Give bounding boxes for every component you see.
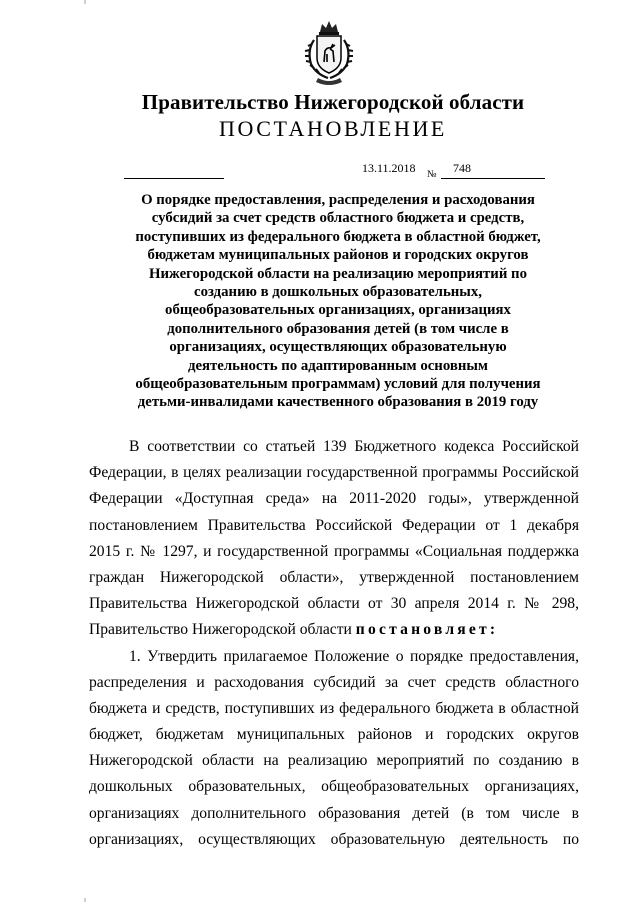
subject-line: бюджетам муниципальных районов и городских округов: [147, 247, 529, 264]
body-line: Нижегородской области на реализацию мероприятий по созданию в: [89, 752, 579, 770]
subject-line: деятельность по адаптированным основным: [187, 357, 489, 374]
body-line: организациях дополнительного образования детей (в том числе в: [89, 804, 579, 822]
subject-line: организациях, осуществляющих образовательную: [169, 339, 507, 356]
body-line: Федерации «Доступная среда» на 2011-2020 годы», утвержденной: [89, 490, 579, 508]
body-line: бюджета и средств, поступивших из федерального бюджета в областной: [89, 699, 579, 717]
subject-line: детьми-инвалидами качественного образования в 2019 году: [137, 394, 539, 411]
body-line: распределения и расходования субсидий за счет средств областного: [89, 673, 579, 691]
body-line: 1. Утвердить прилагаемое Положение о порядке предоставления,: [129, 647, 579, 665]
decree-line-text: Правительство Нижегородской области: [89, 621, 356, 639]
body-line: граждан Нижегородской области», утвержденной постановлением: [89, 568, 579, 586]
document-subject: [110, 191, 566, 412]
registration-date: 13.11.2018: [362, 161, 416, 175]
decree-line: [89, 617, 579, 643]
body-line: бюджет, бюджетам муниципальных районов и городских округов: [89, 726, 579, 744]
subject-line: общеобразовательных организациях, организациях: [165, 302, 511, 319]
subject-line: дополнительного образования детей (в том числе в: [167, 320, 509, 337]
subject-line: созданию в дошкольных образовательных,: [194, 284, 482, 301]
org-title: Правительство Нижегородской области: [141, 90, 525, 114]
coat-of-arms-icon: [300, 18, 358, 86]
doc-type-heading: ПОСТАНОВЛЕНИЕ: [219, 116, 447, 141]
date-blank-line: [124, 178, 224, 179]
body-line: организациях, осуществляющих образовательную деятельность по: [89, 830, 579, 848]
subject-line: общеобразовательным программам) условий для получения: [135, 376, 541, 393]
subject-line: субсидий за счет средств областного бюджета и средств,: [151, 210, 525, 227]
body-line: дошкольных образовательных, общеобразовательных организациях,: [89, 778, 579, 796]
body-line: постановлением Правительства Российской Федерации от 1 декабря: [89, 516, 579, 534]
subject-line: О порядке предоставления, распределения и расходования: [141, 192, 535, 208]
subject-line: Нижегородской области на реализацию мероприятий по: [149, 265, 527, 282]
number-label: №: [427, 169, 437, 180]
subject-line: поступивших из федерального бюджета в областной бюджет,: [135, 228, 541, 245]
scan-artifact: [84, 0, 86, 4]
number-blank-line: [441, 178, 545, 179]
decree-word: постановляет:: [355, 621, 499, 639]
body-line: 2015 г. № 1297, и государственной программы «Социальная поддержка: [89, 542, 579, 560]
document-body: [89, 434, 579, 853]
body-line: Федерации, в целях реализации государственной программы Российской: [89, 464, 579, 482]
body-line: Правительства Нижегородской области от 30 апреля 2014 г. № 298,: [89, 595, 579, 613]
registration-number: 748: [453, 161, 471, 175]
scan-artifact: [84, 898, 86, 902]
body-line: В соответствии со статьей 139 Бюджетного кодекса Российской: [129, 438, 579, 455]
